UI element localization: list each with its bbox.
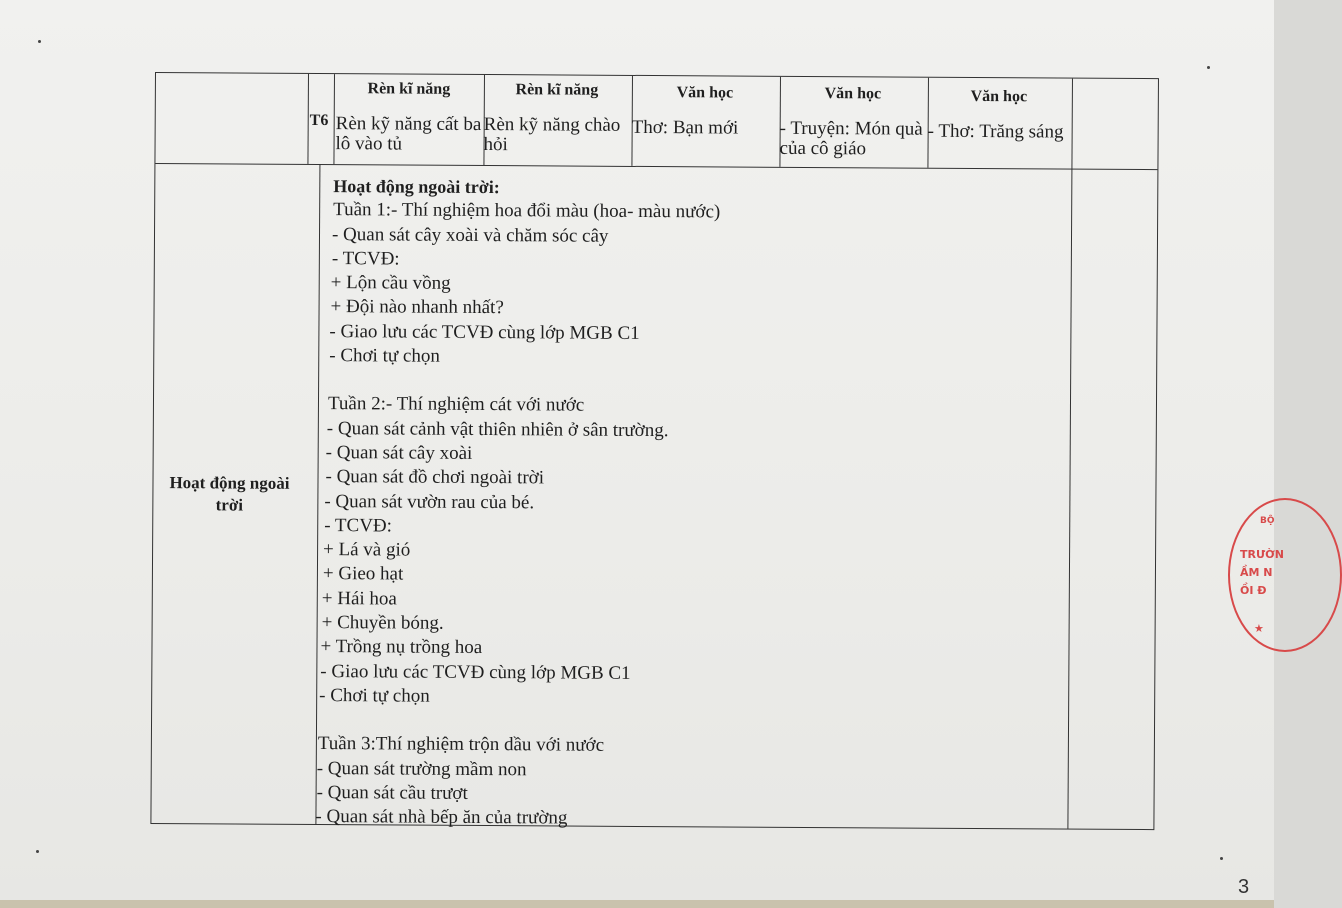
activity-line: - Quan sát cây xoài — [325, 442, 473, 464]
speck — [36, 850, 39, 853]
day-label: T6 — [309, 111, 329, 130]
header-cell — [336, 80, 482, 155]
subject-label: Văn học — [970, 87, 1028, 106]
section-title: Hoạt động ngoài trời: — [333, 176, 500, 198]
subject-label: Rèn kĩ năng — [515, 81, 599, 99]
activity-line: Tuần 2:- Thí nghiệm cát với nước — [327, 393, 585, 417]
activity-line: - Quan sát cảnh vật thiên nhiên ở sân trường. — [326, 417, 669, 441]
speck — [1220, 857, 1223, 860]
activity-content: - Thơ: Trăng sáng — [927, 120, 1064, 143]
activity-line: - Quan sát cây xoài và chăm sóc cây — [331, 223, 609, 247]
activity-content: Rèn kỹ năng cất ba lô vào tủ — [335, 113, 482, 155]
stamp-text: ỒI Đ — [1240, 584, 1267, 597]
activity-line: - Giao lưu các TCVĐ cùng lớp MGB C1 — [329, 320, 640, 344]
speck — [1207, 66, 1210, 69]
activity-line: - Quan sát nhà bếp ăn của trường — [315, 806, 568, 829]
activity-line: + Gieo hạt — [322, 563, 404, 585]
activity-line: - Quan sát đồ chơi ngoài trời — [325, 466, 545, 489]
section-label — [151, 163, 307, 826]
desk-edge — [0, 900, 1274, 908]
stamp-text: TRƯỜN — [1240, 548, 1284, 561]
activity-content: Thơ: Bạn mới — [631, 116, 739, 139]
activity-line: - Quan sát cầu trượt — [316, 781, 468, 804]
activity-line: - Quan sát trường mầm non — [316, 757, 527, 780]
activity-line: + Đội nào nhanh nhất? — [330, 296, 504, 319]
activity-line: - Giao lưu các TCVĐ cùng lớp MGB C1 — [320, 660, 631, 684]
page-number: 3 — [1238, 876, 1250, 898]
school-stamp — [1228, 498, 1342, 652]
activity-line: + Chuyền bóng. — [321, 612, 444, 634]
activity-line: - TCVĐ: — [324, 514, 393, 537]
header-cell — [632, 84, 778, 139]
schedule-table — [150, 72, 1159, 830]
header-cell — [779, 85, 925, 160]
activity-line: + Lá và gió — [323, 539, 411, 561]
activity-line: - TCVĐ: — [331, 247, 400, 270]
speck — [38, 40, 41, 43]
header-cell — [483, 81, 629, 156]
activity-line: + Hái hoa — [321, 587, 397, 610]
header-cell — [928, 88, 1070, 143]
section-label-text: Hoạt động ngoài trời — [169, 473, 290, 515]
activity-list — [315, 174, 1153, 834]
activity-line: Tuần 1:- Thí nghiệm hoa đổi màu (hoa- màu nước) — [333, 199, 721, 223]
subject-label: Văn học — [824, 85, 882, 103]
activity-line: Tuần 3:Thí nghiệm trộn dầu với nước — [317, 733, 605, 756]
activity-line: - Chơi tự chọn — [319, 684, 430, 707]
activity-content: Rèn kỹ năng chào hỏi — [483, 114, 621, 156]
stamp-star: ★ — [1254, 622, 1264, 635]
activity-line: - Quan sát vườn rau của bé. — [324, 490, 535, 513]
activity-line: + Trồng nụ trồng hoa — [320, 636, 483, 659]
stamp-text: BỘ — [1260, 516, 1275, 526]
stamp-text: ẦM N — [1240, 566, 1273, 579]
activity-content: - Truyện: Món quà của cô giáo — [779, 117, 923, 160]
activity-line: + Lộn cầu vồng — [330, 272, 451, 294]
subject-label: Rèn kĩ năng — [367, 80, 451, 98]
subject-label: Văn học — [676, 84, 734, 102]
activity-line: - Chơi tự chọn — [329, 345, 440, 367]
